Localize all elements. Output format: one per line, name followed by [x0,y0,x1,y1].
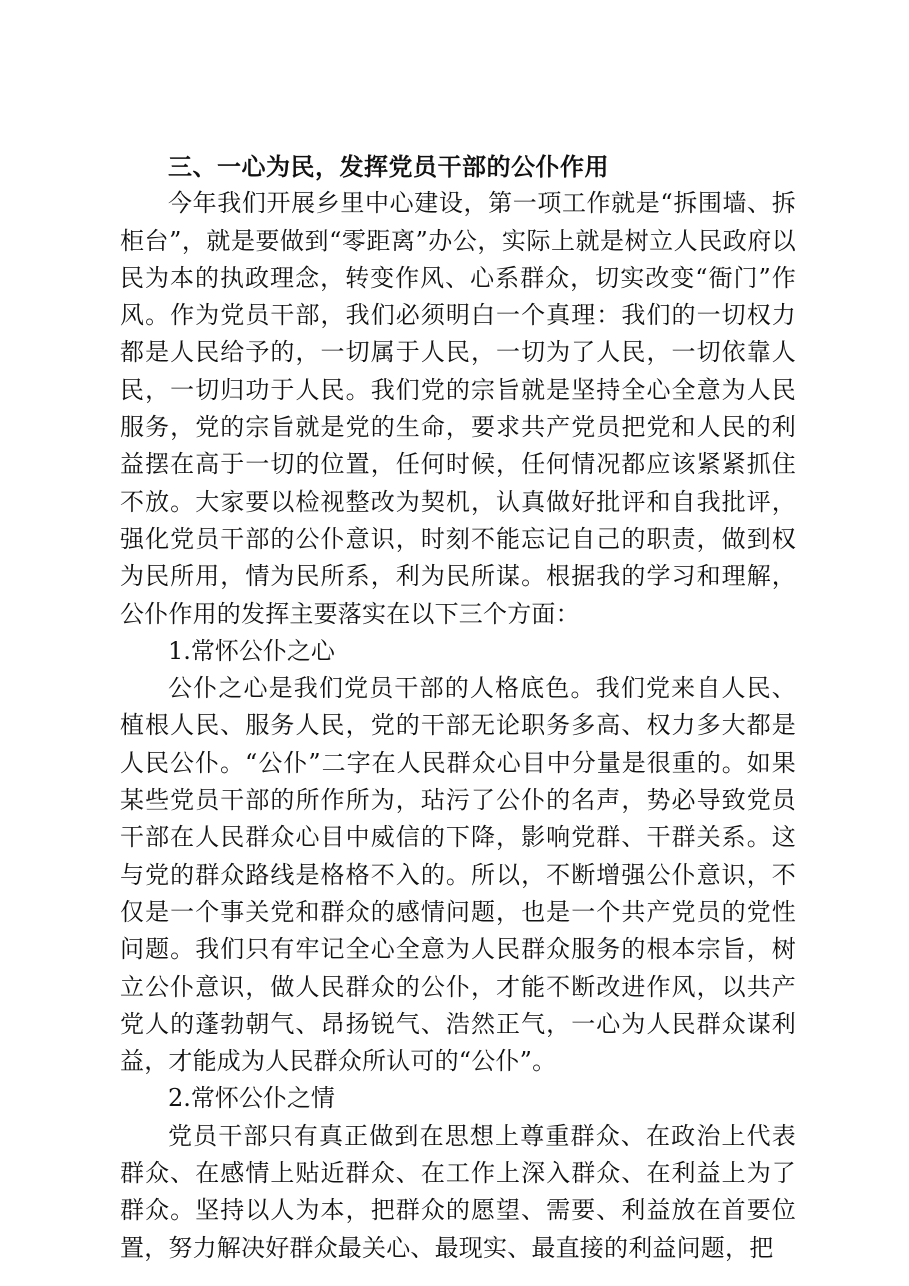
paragraph-2: 公仆之心是我们党员干部的人格底色。我们党来自人民、植根人民、服务人民，党的干部无论职务多高、权力多大都是人民公仆。“公仆”二字在人民群众心目中分量是很重的。如果某些党员干部的所作所为，玷污了公仆的名声，势必导致党员干部在人民群众心目中威信的下降，影响党群、干群关系。这与党的群众路线是格格不入的。所以，不断增强公仆意识，不仅是一个事关党和群众的感情问题，也是一个共产党员的党性问题。我们只有牢记全心全意为人民群众服务的根本宗旨，树立公仆意识，做人民群众的公仆，才能不断改进作风，以共产党人的蓬勃朝气、昂扬锐气、浩然正气，一心为人民群众谋利益，才能成为人民群众所认可的“公仆”。 [120,674,796,1076]
section-heading: 三、一心为民，发挥党员干部的公仆作用 [168,152,609,181]
document-body [120,148,796,1267]
paragraph-3: 党员干部只有真正做到在思想上尊重群众、在政治上代表群众、在感情上贴近群众、在工作上深入群众、在利益上为了群众。坚持以人为本，把群众的愿望、需要、利益放在首要位置，努力解决好群众最关心、最现实、最直接的利益问题，把 [120,1121,796,1262]
subheading-1: 1.常怀公仆之心 [168,636,335,665]
subheading-2: 2.常怀公仆之情 [168,1084,335,1113]
paragraph-1: 今年我们开展乡里中心建设，第一项工作就是“拆围墙、拆柜台”，就是要做到“零距离”办公，实际上就是树立人民政府以民为本的执政理念，转变作风、心系群众，切实改变“衙门”作风。作为党员干部，我们必须明白一个真理：我们的一切权力都是人民给予的，一切属于人民，一切为了人民，一切依靠人民，一切归功于人民。我们党的宗旨就是坚持全心全意为人民服务，党的宗旨就是党的生命，要求共产党员把党和人民的利益摆在高于一切的位置，任何时候，任何情况都应该紧紧抓住不放。大家要以检视整改为契机，认真做好批评和自我批评，强化党员干部的公仆意识，时刻不能忘记自己的职责，做到权为民所用，情为民所系，利为民所谋。根据我的学习和理解，公仆作用的发挥主要落实在以下三个方面： [120,189,796,628]
